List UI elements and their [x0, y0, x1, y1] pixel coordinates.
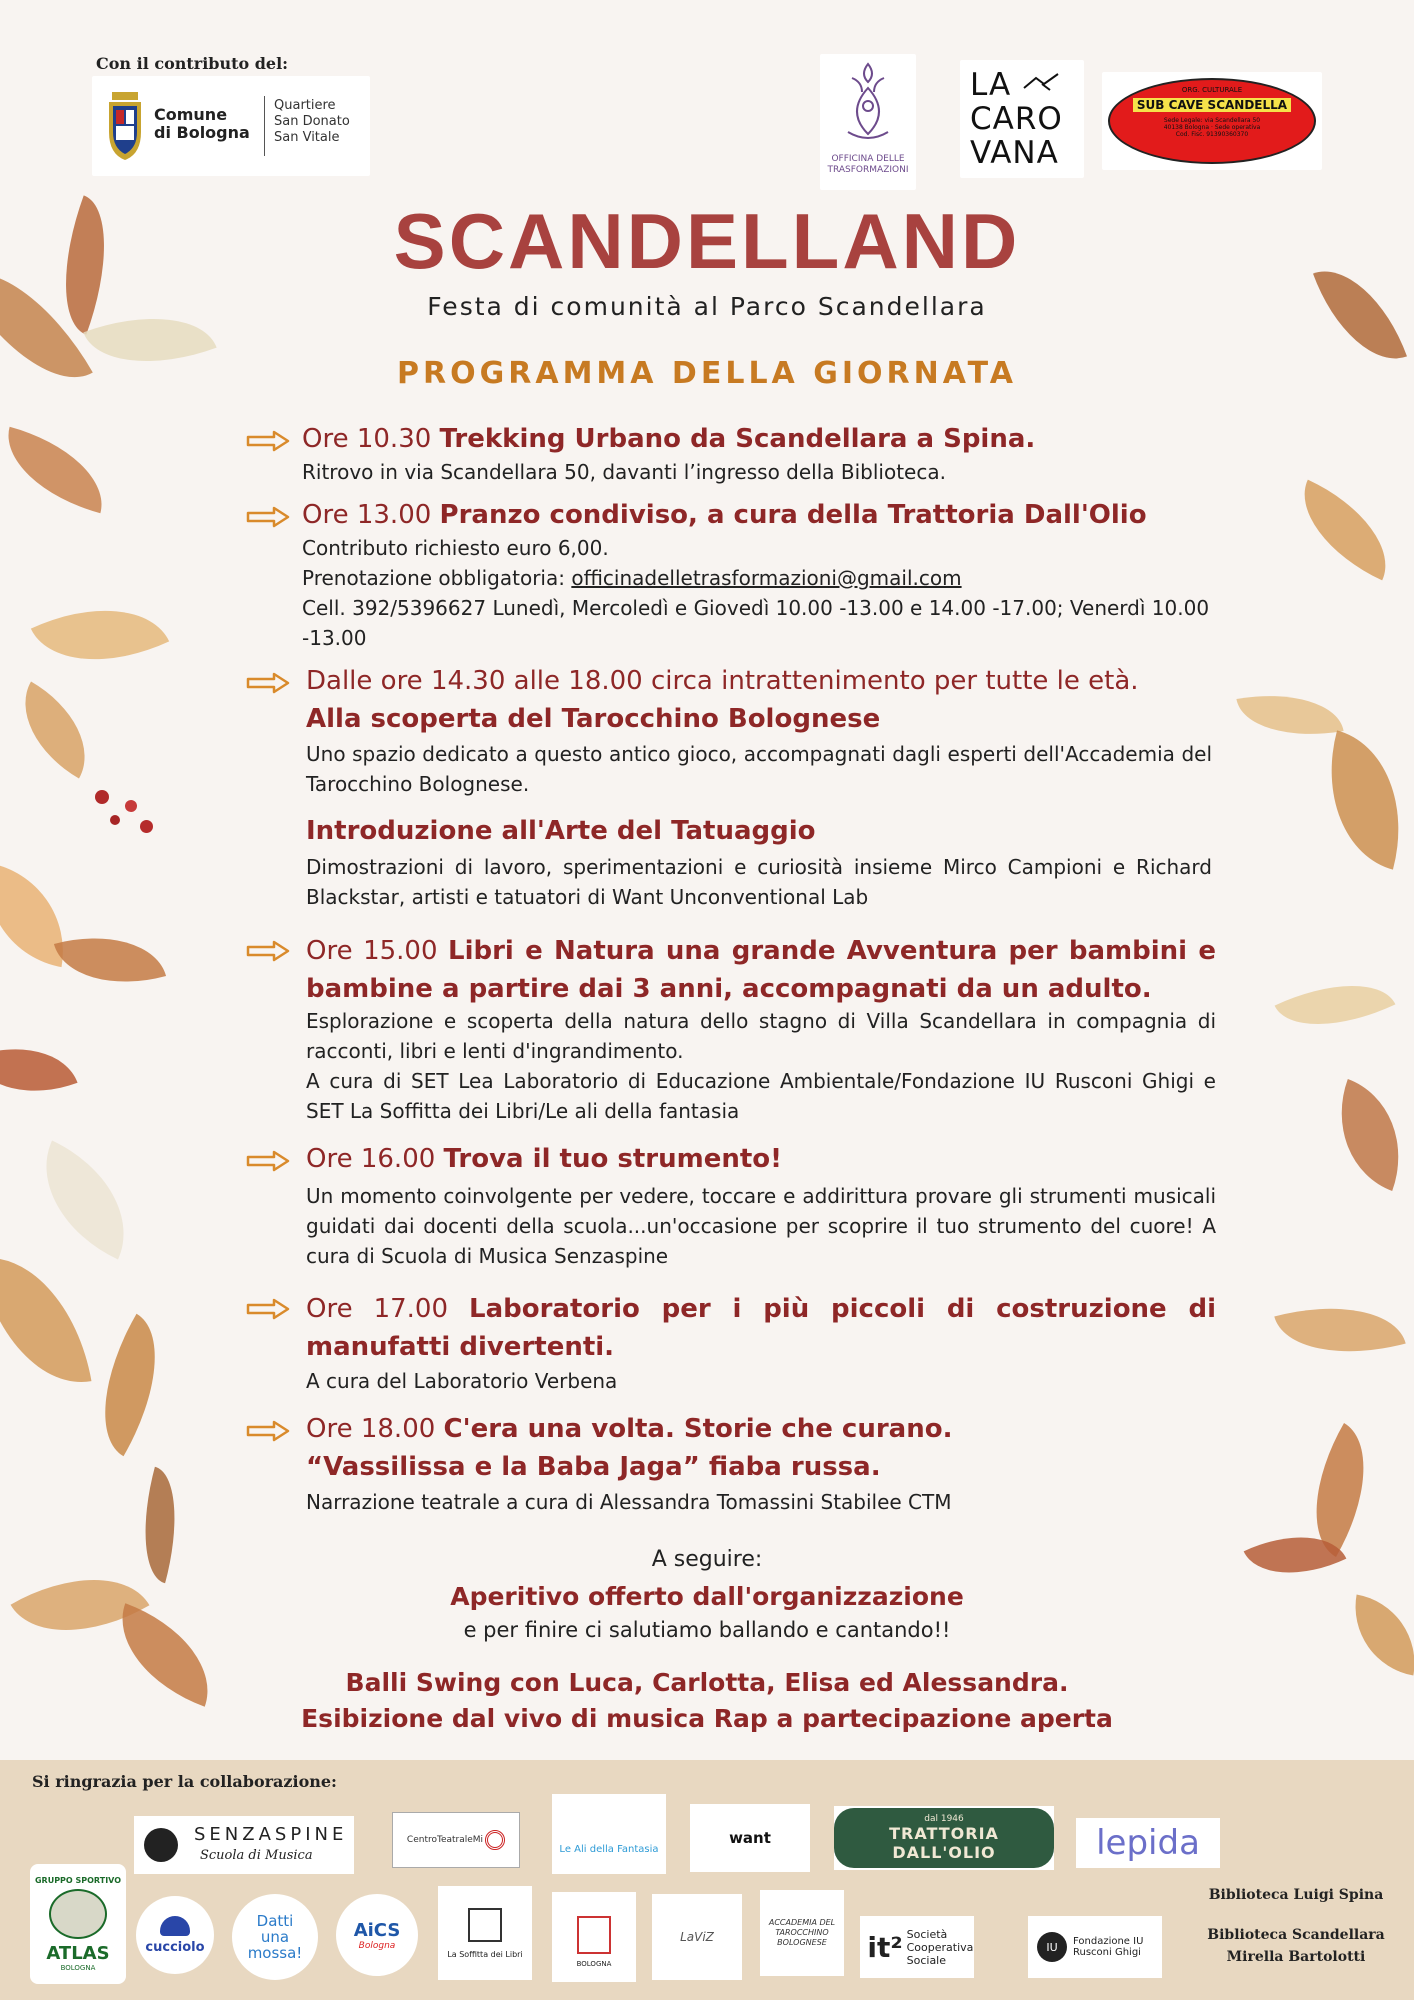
item-6-title: Ore 17.00 Laboratorio per i più piccoli di costruzione di manufatti divertenti. — [306, 1294, 1217, 1362]
tarocchino-body: Uno spazio dedicato a questo antico gioco, accompagnati dagli esperti dell'Accademia del Tarocchino Bolognese. — [306, 742, 1212, 796]
item-4-body: Esplorazione e scoperta della natura dello stagno di Villa Scandellara in compagnia di racconti, libri e lenti d'ingrandimento. A cura di SET Lea Laboratorio di Educazione Ambientale/Fondazione IU Rusconi Ghigi e SET La Soffitta dei Libri/Le ali della fantasia — [306, 1009, 1216, 1123]
target-icon — [485, 1830, 505, 1850]
bologna-towers-logo: BOLOGNA — [552, 1892, 636, 1982]
item-6-body: A cura del Laboratorio Verbena — [306, 1369, 618, 1393]
tatuaggio-title: Introduzione all'Arte del Tatuaggio — [306, 816, 816, 846]
item-4-title: Ore 15.00 Libri e Natura una grande Avventura per bambini e bambine a partire dai 3 anni, accompagnati da un adulto. — [306, 936, 1217, 1004]
fondazione-iu-logo: IU Fondazione IU Rusconi Ghigi — [1028, 1916, 1162, 1978]
sub-cave-scandella-logo: ORG. CULTURALE SUB CAVE SCANDELLA Sede Legale: via Scandellara 50 40138 Bologna · Sede operativa Cod. Fisc. 91390360370 — [1102, 72, 1322, 170]
trattoria-dallolio-logo: dal 1946 TRATTORIA DALL'OLIO — [834, 1806, 1054, 1870]
gruppo-sportivo-atlas-logo: GRUPPO SPORTIVO ATLAS BOLOGNA — [30, 1864, 126, 1984]
rap-text: Esibizione dal vivo di musica Rap a partecipazione aperta — [301, 1704, 1113, 1733]
it2-cooperativa-logo: it² Società Cooperativa Sociale — [860, 1916, 974, 1978]
arrow-right-icon — [246, 672, 290, 694]
centro-teatrale-logo: CentroTeatraleMi — [392, 1812, 520, 1868]
item-7-subtitle: “Vassilissa e la Baba Jaga” fiaba russa. — [306, 1452, 881, 1482]
finire-text: e per finire ci salutiamo ballando e cantando!! — [463, 1618, 951, 1642]
arrow-right-icon — [246, 430, 290, 452]
bologna-coat-of-arms-icon — [106, 88, 144, 162]
item-5-body: Un momento coinvolgente per vedere, toccare e addirittura provare gli strumenti musicali guidati dai docenti della scuola...un'occasione per scoprire il tuo strumento del cuore! A cura di Scuola di Musica Senzaspine — [306, 1184, 1216, 1268]
aperitivo-text: Aperitivo offerto dall'organizzazione — [450, 1582, 964, 1611]
thanks-label: Si ringrazia per la collaborazione: — [32, 1772, 337, 1791]
arrow-right-icon — [246, 1298, 290, 1320]
officina-trasformazioni-logo: OFFICINA DELLE TRASFORMAZIONI — [820, 54, 916, 190]
cucciolo-logo: cucciolo — [136, 1896, 214, 1974]
arrow-right-icon — [246, 506, 290, 528]
event-title: SCANDELLAND — [393, 197, 1021, 285]
item-2-body: Contributo richiesto euro 6,00. Prenotazione obbligatoria: officinadelletrasformazioni@gmail.com Cell. 392/5396627 Lunedì, Mercoledì e Giovedì 10.00 -13.00 e 14.00 -17.00; Venerdì 10.00 -13.00 — [302, 536, 1210, 650]
credits: Biblioteca Luigi Spina Biblioteca Scandellara Mirella Bartolotti — [1207, 1887, 1385, 1965]
item-5-title: Ore 16.00 Trova il tuo strumento! — [306, 1144, 783, 1174]
senzaspine-logo: SENZASPINE Scuola di Musica — [134, 1816, 354, 1874]
contribution-label: Con il contributo del: — [96, 54, 289, 73]
rider-icon — [1022, 72, 1062, 92]
comune-di-bologna-logo — [92, 76, 370, 176]
soffitta-dei-libri-logo: La Soffitta dei Libri — [438, 1886, 532, 1980]
booking-email-link[interactable]: officinadelletrasformazioni@gmail.com — [571, 566, 962, 590]
balli-swing-text: Balli Swing con Luca, Carlotta, Elisa ed Alessandra. — [345, 1668, 1069, 1697]
cucciolo-symbol-icon — [160, 1916, 190, 1936]
item-1-body: Ritrovo in via Scandellara 50, davanti l’ingresso della Biblioteca. — [302, 460, 946, 484]
arrow-right-icon — [246, 940, 290, 962]
item-3-intro: Dalle ore 14.30 alle 18.00 circa intrattenimento per tutte le età. — [306, 666, 1139, 696]
item-2-title: Ore 13.00 Pranzo condiviso, a cura della Trattoria Dall'Olio — [302, 500, 1147, 530]
tatuaggio-body: Dimostrazioni di lavoro, sperimentazioni e curiosità insieme Mirco Campioni e Richard Blackstar, artisti e tatuatori di Want Unconventional Lab — [306, 855, 1212, 909]
item-1-title: Ore 10.30 Trekking Urbano da Scandellara a Spina. — [302, 424, 1036, 454]
arrow-right-icon — [246, 1420, 290, 1442]
aics-bologna-logo: AiCS Bologna — [336, 1894, 418, 1976]
la-carovana-logo: LA CARO VANA — [960, 60, 1084, 178]
laviz-logo: LaViZ — [652, 1894, 742, 1980]
house-icon — [468, 1908, 502, 1942]
ali-della-fantasia-logo: Le Ali della Fantasia — [552, 1794, 666, 1874]
lepida-logo: lepida — [1076, 1818, 1220, 1868]
datti-una-mossa-logo: Datti una mossa! — [232, 1894, 318, 1980]
arrow-right-icon — [246, 1150, 290, 1172]
a-seguire-text: A seguire: — [651, 1547, 763, 1572]
comune-name: Comune di Bologna — [154, 105, 250, 142]
event-subtitle: Festa di comunità al Parco Scandellara — [427, 292, 987, 321]
quartiere-name: Quartiere San Donato San Vitale — [274, 98, 350, 145]
tarocchino-title: Alla scoperta del Tarocchino Bolognese — [306, 704, 881, 734]
program-heading: PROGRAMMA DELLA GIORNATA — [397, 356, 1017, 391]
accademia-tarocchino-logo: ACCADEMIA DEL TAROCCHINO BOLOGNESE — [760, 1890, 844, 1976]
item-7-title: Ore 18.00 C'era una volta. Storie che curano. — [306, 1414, 953, 1444]
want-logo: want — [690, 1804, 810, 1872]
meditation-figure-icon — [842, 60, 894, 150]
item-7-body: Narrazione teatrale a cura di Alessandra Tomassini Stabilee CTM — [306, 1490, 952, 1514]
